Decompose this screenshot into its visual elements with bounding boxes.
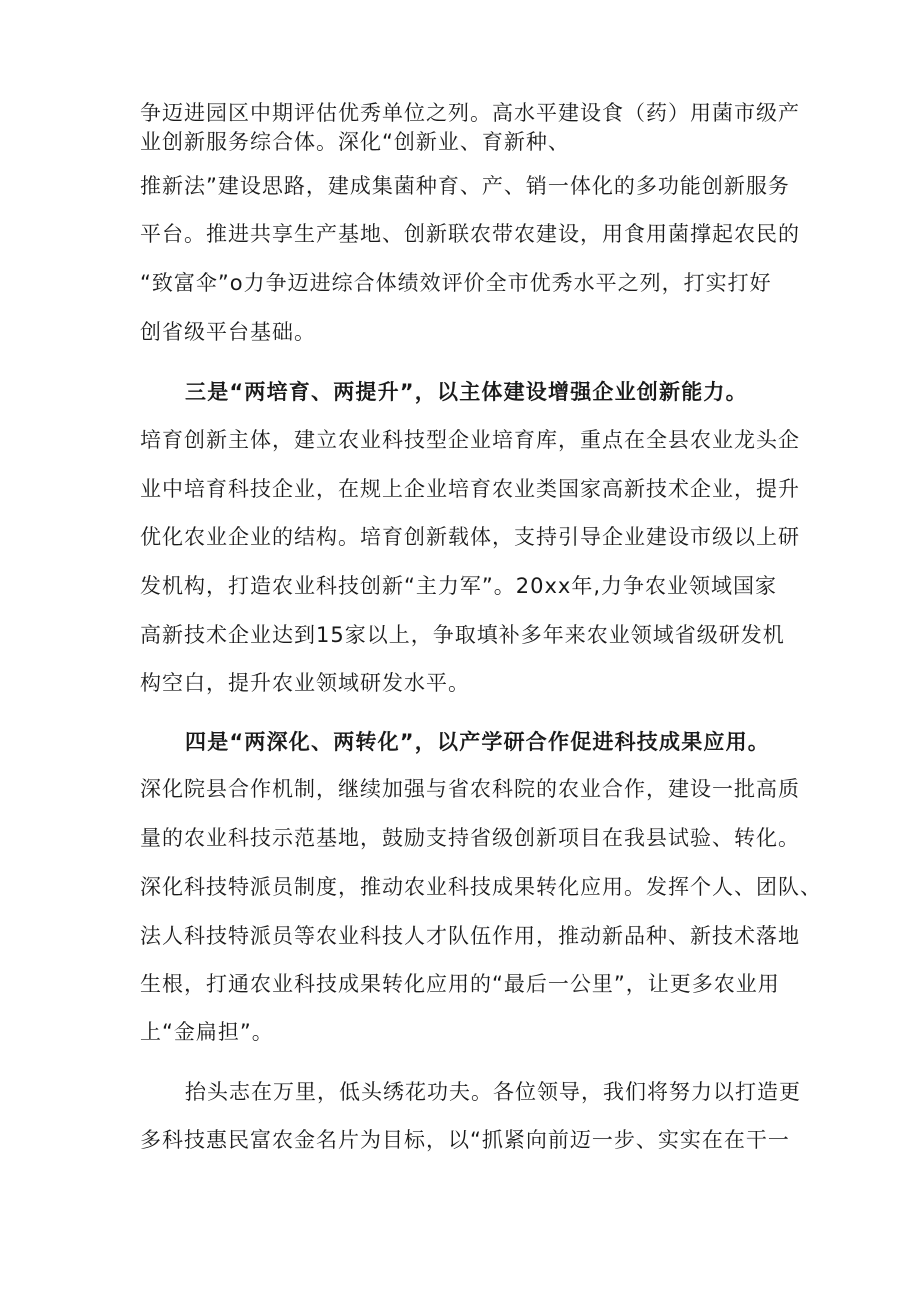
section-heading: 四是“两深化、两转化”，以产学研合作促进科技成果应用。	[185, 730, 771, 754]
paragraph-line: 构空白，提升农业领域研发水平。	[140, 671, 470, 695]
paragraph-line: 优化农业企业的结构。培育创新载体，支持引导企业建设市级以上研	[140, 525, 800, 549]
paragraph-line: 发机构，打造农业科技创新“主力军”。20xx年,力争农业领域国家	[140, 574, 778, 598]
paragraph-line: 量的农业科技示范基地，鼓励支持省级创新项目在我县试验、转化。	[140, 826, 800, 850]
paragraph-line: 平台。推进共享生产基地、创新联农带农建设，用食用菌撑起农民的	[140, 222, 800, 246]
paragraph-line: 争迈进园区中期评估优秀单位之列。高水平建设食（药）用菌市级产	[140, 101, 800, 125]
paragraph-line: 法人科技特派员等农业科技人才队伍作用，推动新品种、新技术落地	[140, 924, 800, 948]
paragraph-line: 上“金扁担”。	[140, 1020, 274, 1044]
paragraph-line: 抬头志在万里，低头绣花功夫。各位领导，我们将努力以打造更	[185, 1080, 801, 1104]
paragraph-line: 业创新服务综合体。深化“创新业、育新种、	[140, 130, 570, 154]
paragraph-line: 高新技术企业达到15家以上，争取填补多年来农业领域省级研发机	[140, 623, 785, 647]
paragraph-line: 多科技惠民富农金名片为目标，以“抓紧向前迈一步、实实在在干一	[140, 1128, 790, 1152]
paragraph-line: 深化科技特派员制度，推动农业科技成果转化应用。发挥个人、团队、	[140, 875, 822, 899]
paragraph-line: 培育创新主体，建立农业科技型企业培育库，重点在全县农业龙头企	[140, 428, 800, 452]
paragraph-line: 深化院县合作机制，继续加强与省农科院的农业合作，建设一批高质	[140, 777, 800, 801]
paragraph-line: 业中培育科技企业，在规上企业培育农业类国家高新技术企业，提升	[140, 477, 800, 501]
section-heading: 三是“两培育、两提升”，以主体建设增强企业创新能力。	[185, 380, 748, 404]
paragraph-line: “致富伞”o力争迈进综合体绩效评价全市优秀水平之列，打实打好	[140, 271, 772, 295]
paragraph-line: 创省级平台基础。	[140, 320, 316, 344]
paragraph-line: 生根，打通农业科技成果转化应用的“最后一公里”，让更多农业用	[140, 972, 780, 996]
paragraph-line: 推新法”建设思路，建成集菌种育、产、销一体化的多功能创新服务	[140, 174, 790, 198]
